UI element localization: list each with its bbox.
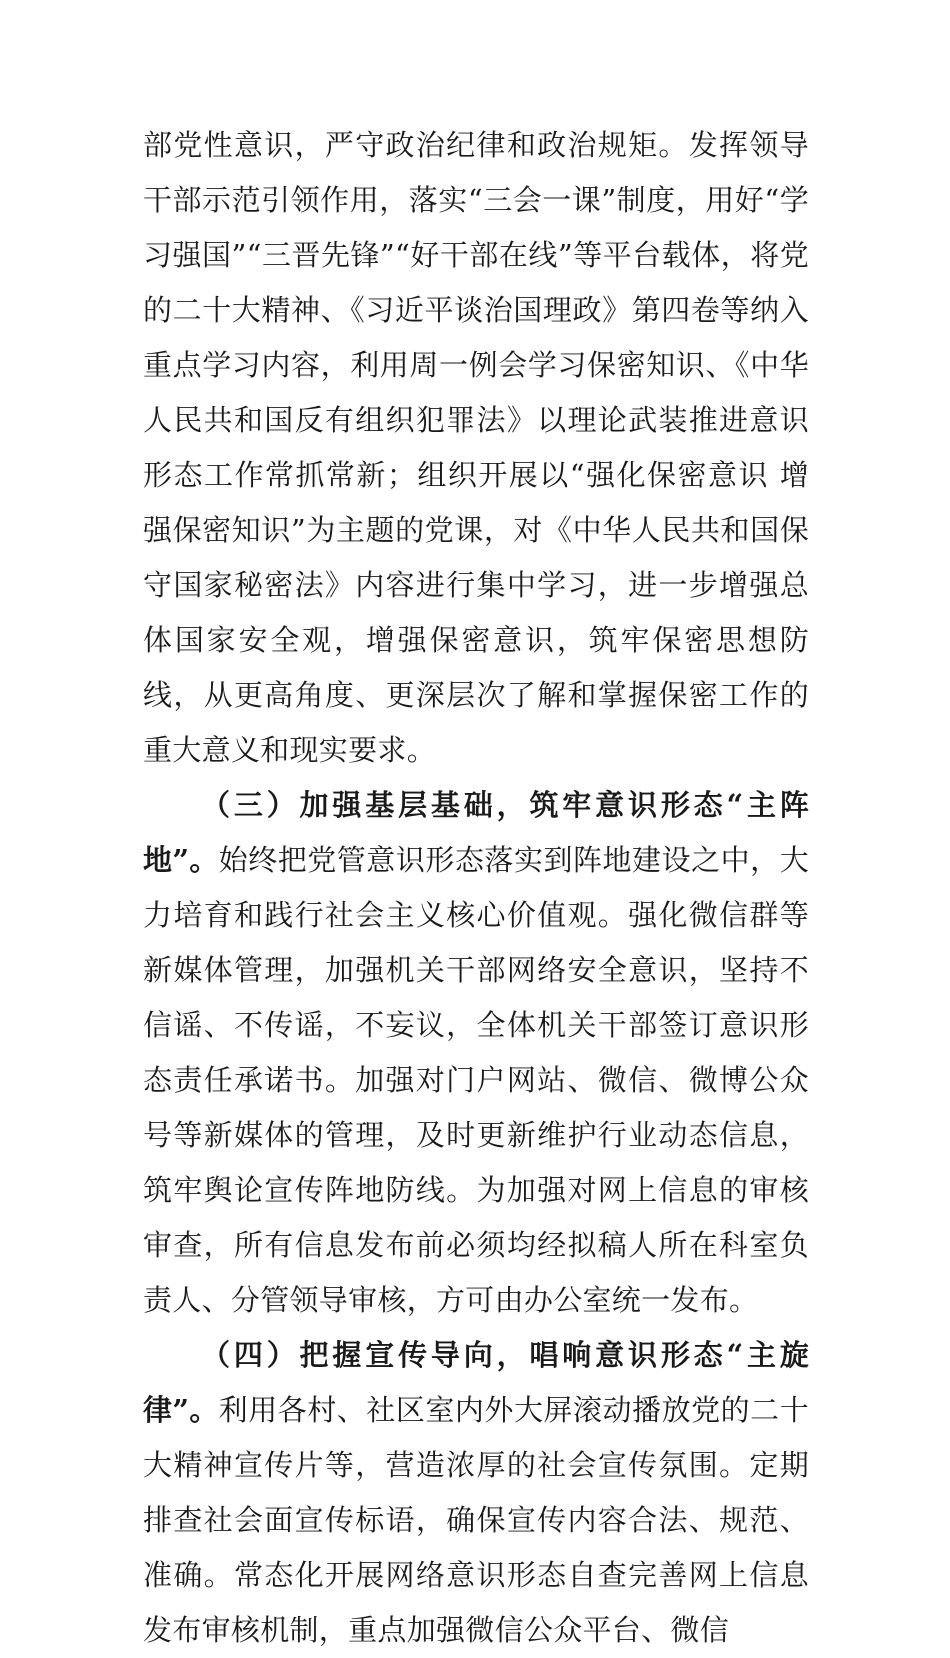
document-text-block: [143, 118, 809, 1658]
paragraph-body: 始终把党管意识形态落实到阵地建设之中，大力培育和践行社会主义核心价值观。强化微信群等新媒体管理，加强机关干部网络安全意识，坚持不信谣、不传谣，不妄议，全体机关干部签订意识形态责任承诺书。加强对门户网站、微信、微博公众号等新媒体的管理，及时更新维护行业动态信息，筑牢舆论宣传阵地防线。为加强对网上信息的审核审查，所有信息发布前必须均经拟稿人所在科室负责人、分管领导审核，方可由办公室统一发布。: [143, 843, 809, 1317]
paragraph-body: 利用各村、社区室内外大屏滚动播放党的二十大精神宣传片等，营造浓厚的社会宣传氛围。定期排查社会面宣传标语，确保宣传内容合法、规范、准确。常态化开展网络意识形态自查完善网上信息发布审核机制，重点加强微信公众平台、微信: [143, 1393, 809, 1647]
paragraph-section-four: [143, 1328, 809, 1658]
paragraph-section-three: [143, 778, 809, 1328]
paragraph-continuation: [143, 118, 809, 778]
section-heading-four: （四）把握宣传导向，唱响意识形态“主旋律”。: [143, 1338, 809, 1427]
section-heading-three: （三）加强基层基础，筑牢意识形态“主阵地”。: [143, 788, 809, 877]
paragraph-body: 部党性意识，严守政治纪律和政治规矩。发挥领导干部示范引领作用，落实“三会一课”制度，用好“学习强国”“三晋先锋”“好干部在线”等平台载体，将党的二十大精神、《习近平谈治国理政》第四卷等纳入重点学习内容，利用周一例会学习保密知识、《中华人民共和国反有组织犯罪法》以理论武装推进意识形态工作常抓常新；组织开展以“强化保密意识 增强保密知识”为主题的党课，对《中华人民共和国保守国家秘密法》内容进行集中学习，进一步增强总体国家安全观，增强保密意识，筑牢保密思想防线，从更高角度、更深层次了解和掌握保密工作的重大意义和现实要求。: [143, 128, 809, 767]
